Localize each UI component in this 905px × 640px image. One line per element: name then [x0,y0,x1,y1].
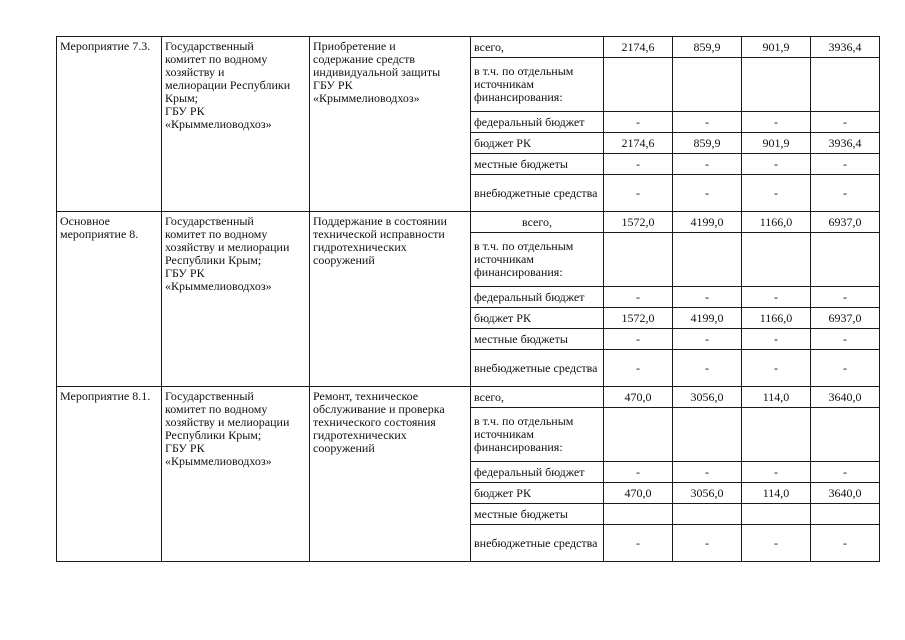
year-value-cell: - [673,112,742,133]
year-value-cell [604,408,673,462]
year-value-cell: - [673,329,742,350]
table-row [57,387,880,408]
year-value-cell [742,408,811,462]
year-value-cell: 2174,6 [604,37,673,58]
funding-source-cell: бюджет РК [471,483,604,504]
year-value-cell: - [742,154,811,175]
funding-source-cell: внебюджетные средства [471,350,604,387]
total-value-cell: 6937,0 [811,212,880,233]
year-value-cell: - [673,462,742,483]
total-value-cell: 3936,4 [811,133,880,154]
table-row [57,212,880,233]
funding-source-cell: в т.ч. по отдельным источникам финансирования: [471,408,604,462]
year-value-cell: 114,0 [742,387,811,408]
year-value-cell: - [604,112,673,133]
year-value-cell [604,58,673,112]
year-value-cell: - [604,462,673,483]
funding-source-cell: федеральный бюджет [471,112,604,133]
total-value-cell [811,233,880,287]
total-value-cell: - [811,525,880,562]
year-value-cell: 4199,0 [673,308,742,329]
year-value-cell [604,504,673,525]
total-value-cell: - [811,175,880,212]
funding-source-cell: всего, [471,37,604,58]
total-value-cell: 6937,0 [811,308,880,329]
year-value-cell: 901,9 [742,37,811,58]
year-value-cell [673,58,742,112]
year-value-cell: - [604,287,673,308]
funding-source-cell: всего, [471,212,604,233]
year-value-cell: - [673,175,742,212]
year-value-cell: 2174,6 [604,133,673,154]
year-value-cell: 470,0 [604,387,673,408]
year-value-cell: - [742,462,811,483]
total-value-cell: 3640,0 [811,387,880,408]
total-value-cell [811,504,880,525]
total-value-cell [811,58,880,112]
year-value-cell: 3056,0 [673,387,742,408]
measure-cell: Приобретение и содержание средств индивидуальной защиты ГБУ РК «Крыммелиоводхоз» [310,37,471,212]
year-value-cell: 4199,0 [673,212,742,233]
year-value-cell: - [604,350,673,387]
year-value-cell [673,233,742,287]
funding-source-cell: в т.ч. по отдельным источникам финансирования: [471,233,604,287]
year-value-cell: 1572,0 [604,308,673,329]
event-name-cell: Мероприятие 8.1. [57,387,162,562]
year-value-cell: - [604,175,673,212]
funding-source-cell: бюджет РК [471,133,604,154]
total-value-cell: - [811,112,880,133]
funding-source-cell: всего, [471,387,604,408]
document-page [56,36,879,562]
executor-cell: Государственный комитет по водному хозяйству и мелиорации Республики Крым; ГБУ РК «Крыммелиоводхоз» [162,37,310,212]
funding-source-cell: федеральный бюджет [471,462,604,483]
funding-source-cell: местные бюджеты [471,154,604,175]
year-value-cell: 901,9 [742,133,811,154]
year-value-cell [742,58,811,112]
funding-source-cell: в т.ч. по отдельным источникам финансирования: [471,58,604,112]
year-value-cell [673,408,742,462]
measure-cell: Поддержание в состоянии технической исправности гидротехнических сооружений [310,212,471,387]
year-value-cell: 859,9 [673,37,742,58]
funding-table [56,36,880,562]
event-name-cell: Мероприятие 7.3. [57,37,162,212]
year-value-cell: 3056,0 [673,483,742,504]
year-value-cell: - [742,175,811,212]
year-value-cell [742,504,811,525]
year-value-cell: - [604,525,673,562]
total-value-cell [811,408,880,462]
total-value-cell: 3936,4 [811,37,880,58]
year-value-cell: - [673,350,742,387]
funding-source-cell: внебюджетные средства [471,175,604,212]
funding-source-cell: местные бюджеты [471,329,604,350]
year-value-cell: 114,0 [742,483,811,504]
year-value-cell: - [604,329,673,350]
year-value-cell: - [742,350,811,387]
executor-cell: Государственный комитет по водному хозяйству и мелиорации Республики Крым; ГБУ РК «Крыммелиоводхоз» [162,212,310,387]
year-value-cell: - [673,154,742,175]
funding-source-cell: бюджет РК [471,308,604,329]
year-value-cell: - [742,525,811,562]
total-value-cell: - [811,154,880,175]
event-name-cell: Основное мероприятие 8. [57,212,162,387]
total-value-cell: - [811,329,880,350]
funding-source-cell: местные бюджеты [471,504,604,525]
year-value-cell: 1572,0 [604,212,673,233]
executor-cell: Государственный комитет по водному хозяйству и мелиорации Республики Крым; ГБУ РК «Крыммелиоводхоз» [162,387,310,562]
total-value-cell: - [811,287,880,308]
total-value-cell: - [811,350,880,387]
table-row [57,37,880,58]
year-value-cell: 1166,0 [742,212,811,233]
year-value-cell: - [673,525,742,562]
table-body [57,37,880,562]
year-value-cell: - [742,287,811,308]
total-value-cell: 3640,0 [811,483,880,504]
year-value-cell: - [673,287,742,308]
year-value-cell: - [604,154,673,175]
year-value-cell: - [742,112,811,133]
measure-cell: Ремонт, техническое обслуживание и проверка технического состояния гидротехнических сооружений [310,387,471,562]
year-value-cell [742,233,811,287]
year-value-cell [604,233,673,287]
year-value-cell [673,504,742,525]
year-value-cell: 859,9 [673,133,742,154]
funding-source-cell: внебюджетные средства [471,525,604,562]
funding-source-cell: федеральный бюджет [471,287,604,308]
year-value-cell: 470,0 [604,483,673,504]
total-value-cell: - [811,462,880,483]
year-value-cell: 1166,0 [742,308,811,329]
year-value-cell: - [742,329,811,350]
